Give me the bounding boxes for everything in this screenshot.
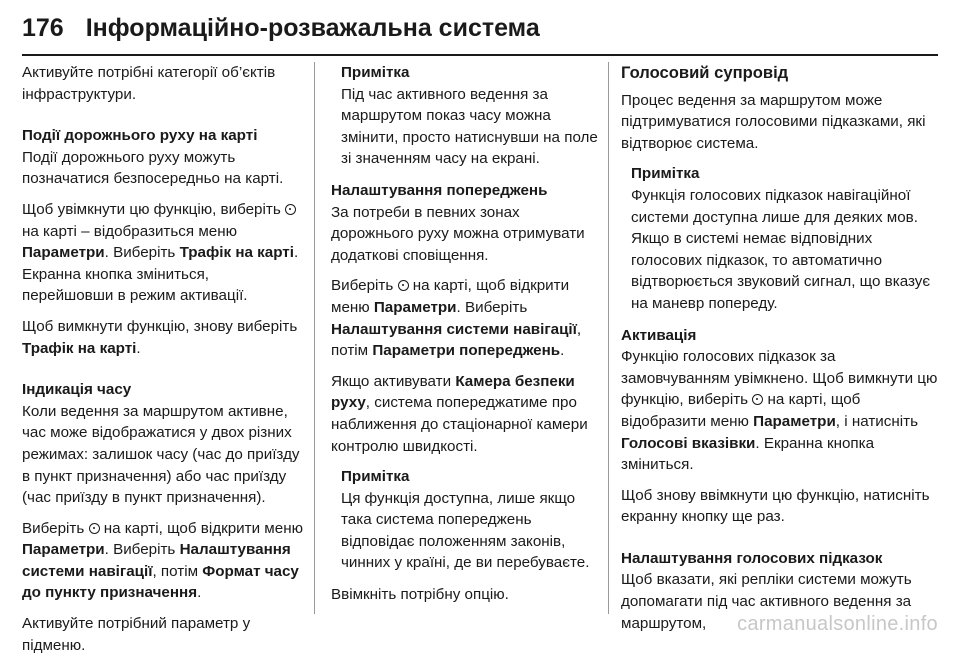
page-title: Інформаційно-розважальна система bbox=[85, 14, 540, 42]
page-number: 176 bbox=[22, 14, 64, 42]
settings-icon bbox=[752, 394, 763, 405]
traffic-events-paragraph-3: Щоб вимкнути функцію, знову виберіть Трафік на карті. bbox=[22, 317, 298, 357]
column-divider-2 bbox=[608, 62, 609, 614]
intro-paragraph: Активуйте потрібні категорії об’єктів інфраструктури. bbox=[22, 64, 276, 103]
watermark-text: carmanualsonline.info bbox=[737, 613, 938, 635]
warning-settings-paragraph-1: За потреби в певних зонах дорожнього руху можна отримувати додаткові сповіщення. bbox=[331, 203, 585, 264]
header-divider bbox=[22, 54, 938, 56]
settings-icon bbox=[89, 523, 100, 534]
time-display-heading: Індикація часу bbox=[22, 381, 132, 399]
note-title: Примітка bbox=[341, 468, 410, 486]
traffic-events-paragraph-1: Події дорожнього руху можуть позначатися безпосередньо на карті. bbox=[22, 148, 284, 188]
voice-settings-heading: Налаштування голосових підказок bbox=[621, 549, 883, 567]
activation-heading: Активація bbox=[621, 326, 697, 344]
note-title: Примітка bbox=[341, 64, 410, 81]
voice-guidance-heading: Голосовий супровід bbox=[621, 63, 789, 82]
activation-paragraph-1: Функцію голосових підказок за замовчуванням увімкнено. Щоб вимкнути цю функцію, виберіть на карті, щоб відобразити меню Параметри, і натисніть Голосові вказівки. Екранна кнопка зміниться. bbox=[621, 348, 938, 474]
note-time-display bbox=[331, 62, 603, 170]
note-text: Функція голосових підказок навігаційної системи доступна лише для деяких мов. Якщо в системі немає відповідних голосових підказок, то автоматично відтворюється звуковий сигнал, що вказує на маневр попереду. bbox=[631, 186, 931, 312]
column-divider-1 bbox=[314, 62, 315, 614]
traffic-events-heading: Події дорожнього руху на карті bbox=[22, 127, 258, 145]
column-1 bbox=[22, 62, 304, 665]
traffic-events-paragraph-2: Щоб увімкнути цю функцію, виберіть на карті – відобразиться меню Параметри. Виберіть Трафік на карті. Екранна кнопка зміниться, перейшовши в режим активації. bbox=[22, 200, 299, 305]
note-speed-camera bbox=[331, 466, 603, 574]
note-title: Примітка bbox=[631, 165, 700, 183]
note-voice-languages bbox=[621, 163, 941, 314]
settings-icon bbox=[285, 204, 296, 215]
voice-guidance-paragraph-1: Процес ведення за маршрутом може підтримуватися голосовими підказками, які відтворює система. bbox=[621, 91, 926, 152]
warning-settings-paragraph-3: Якщо активувати Камера безпеки руху, система попереджатиме про наближення до стаціонарної камери контролю швидкості. bbox=[331, 372, 588, 455]
warning-settings-heading: Налаштування попереджень bbox=[331, 181, 548, 199]
warning-settings-paragraph-4: Ввімкніть потрібну опцію. bbox=[331, 586, 509, 604]
voice-settings-paragraph-1: Щоб вказати, які репліки системи можуть допомагати під час активного ведення за маршрутом, bbox=[621, 571, 912, 632]
note-text: Під час активного ведення за маршрутом показ часу можна змінити, просто натиснувши на поле зі значенням часу на екрані. bbox=[341, 85, 598, 168]
time-display-paragraph-2: Виберіть на карті, щоб відкрити меню Параметри. Виберіть Налаштування системи навігації, потім Формат часу до пункту призначення. bbox=[22, 519, 303, 602]
time-display-paragraph-3: Активуйте потрібний параметр у підменю. bbox=[22, 615, 251, 654]
note-text: Ця функція доступна, лише якщо така система попереджень відповідає положенням законів, чинних у країні, де ви перебуваєте. bbox=[341, 489, 590, 572]
column-3 bbox=[621, 62, 941, 643]
activation-paragraph-2: Щоб знову ввімкнути цю функцію, натисніть екранну кнопку ще раз. bbox=[621, 486, 930, 526]
time-display-paragraph-1: Коли ведення за маршрутом активне, час може відображатися у двох різних режимах: залишок часу (час до приїзду в пункт призначення) або час приїзду (час приїзду в пункт призначення). bbox=[22, 402, 300, 507]
settings-icon bbox=[398, 280, 409, 291]
warning-settings-paragraph-2: Виберіть на карті, щоб відкрити меню Параметри. Виберіть Налаштування системи навігації, потім Параметри попереджень. bbox=[331, 277, 582, 360]
column-2 bbox=[331, 62, 603, 615]
page-header bbox=[22, 14, 938, 54]
